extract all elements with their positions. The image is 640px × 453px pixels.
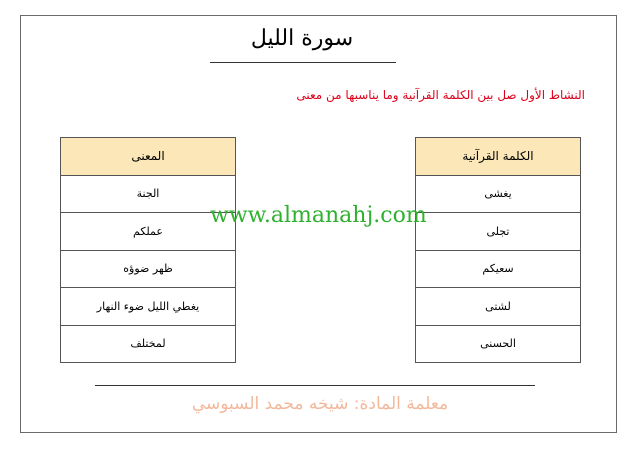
word-header: الكلمة القرآنية bbox=[416, 138, 581, 176]
word-cell: يغشى bbox=[416, 175, 581, 213]
word-cell: الحسنى bbox=[416, 325, 581, 363]
footer-divider bbox=[95, 385, 535, 386]
word-cell: سعيكم bbox=[416, 250, 581, 288]
site-watermark: www.almanahj.com bbox=[210, 203, 427, 228]
word-cell: لشتى bbox=[416, 288, 581, 326]
meaning-cell: عملكم bbox=[61, 213, 236, 251]
meaning-cell: يغطي الليل ضوء النهار bbox=[61, 288, 236, 326]
page-title: سورة الليل bbox=[250, 26, 354, 51]
teacher-name: معلمة المادة: شيخه محمد السبوسي bbox=[191, 394, 449, 414]
quranic-word-table bbox=[415, 137, 581, 363]
meaning-cell: ظهر ضوؤه bbox=[61, 250, 236, 288]
word-cell: تجلى bbox=[416, 213, 581, 251]
meaning-cell: الجنة bbox=[61, 175, 236, 213]
meaning-table bbox=[60, 137, 236, 363]
meaning-header: المعنى bbox=[61, 138, 236, 176]
title-underline bbox=[210, 62, 396, 63]
activity-instruction: النشاط الأول صل بين الكلمة القرآنية وما يناسبها من معنى bbox=[296, 88, 585, 102]
meaning-cell: لمختلف bbox=[61, 325, 236, 363]
